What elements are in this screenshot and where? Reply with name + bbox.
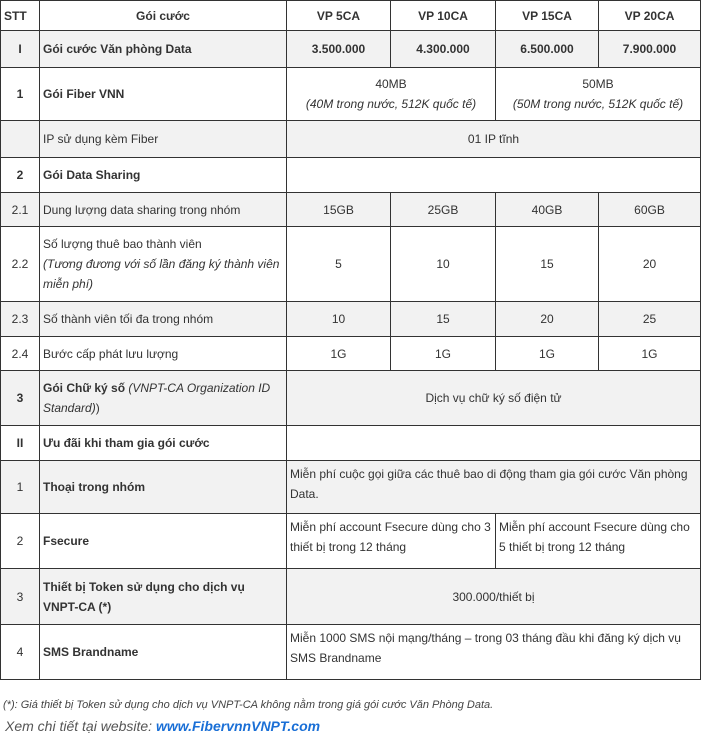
value-cell: 10 (287, 302, 391, 337)
row-label: Thiết bị Token sử dụng cho dịch vụ VNPT-CA (*) (40, 569, 287, 625)
header-vp5ca: VP 5CA (287, 1, 391, 31)
price-cell: 7.900.000 (599, 31, 701, 68)
row-stt (1, 121, 40, 158)
header-vp20ca: VP 20CA (599, 1, 701, 31)
value-cell: Miễn phí account Fsecure dùng cho 5 thiết bị trong 12 tháng (496, 514, 701, 569)
fiber-speed: 50MB (582, 77, 614, 91)
row-sublabel: (VNPT-CA Organization ID Standard) (43, 381, 271, 415)
value-cell: Miễn 1000 SMS nội mạng/tháng – trong 03 tháng đầu khi đăng ký dịch vụ SMS Brandname (287, 625, 701, 680)
value-cell: 20 (496, 302, 599, 337)
value-cell: 40GB (496, 193, 599, 227)
table-row (1, 461, 701, 514)
row-stt: 2.4 (1, 337, 40, 371)
value-cell: 01 IP tĩnh (287, 121, 701, 158)
empty-cell (287, 426, 701, 461)
row-label: IP sử dụng kèm Fiber (40, 121, 287, 158)
row-stt: 2.2 (1, 227, 40, 302)
see-more-label: Xem chi tiết tại website: (5, 718, 156, 734)
value-cell: 1G (391, 337, 496, 371)
row-stt: 4 (1, 625, 40, 680)
table-row (1, 337, 701, 371)
row-stt: 1 (1, 68, 40, 121)
table-row (1, 158, 701, 193)
value-cell: Miễn phí cuộc gọi giữa các thuê bao di động tham gia gói cước Văn phòng Data. (287, 461, 701, 514)
row-label: SMS Brandname (40, 625, 287, 680)
value-cell: 300.000/thiết bị (287, 569, 701, 625)
row-sublabel: (Tương đương với số lần đăng ký thành viên miễn phí) (43, 257, 280, 291)
value-cell: 20 (599, 227, 701, 302)
row-stt: I (1, 31, 40, 68)
row-stt: II (1, 426, 40, 461)
value-cell: 15 (496, 227, 599, 302)
row-label-cell (40, 371, 287, 426)
value-cell: 5 (287, 227, 391, 302)
table-row (1, 302, 701, 337)
table-row (1, 426, 701, 461)
value-cell: 25 (599, 302, 701, 337)
empty-cell (287, 158, 701, 193)
value-cell: 1G (599, 337, 701, 371)
row-label: Thoại trong nhóm (40, 461, 287, 514)
value-cell: 25GB (391, 193, 496, 227)
fiber-detail: (50M trong nước, 512K quốc tế) (512, 97, 684, 111)
row-label: Gói Data Sharing (40, 158, 287, 193)
table-row (1, 31, 701, 68)
website-link[interactable]: www.FibervnnVNPT.com (155, 718, 321, 734)
value-cell: 15GB (287, 193, 391, 227)
value-cell: Dịch vụ chữ ký số điện tử (287, 371, 701, 426)
fiber-speed-cell (496, 68, 701, 121)
table-row (1, 514, 701, 569)
fiber-speed-cell (287, 68, 496, 121)
table-row (1, 121, 701, 158)
value-cell: 15 (391, 302, 496, 337)
price-cell: 4.300.000 (391, 31, 496, 68)
row-label: Số thành viên tối đa trong nhóm (40, 302, 287, 337)
row-label: Số lượng thuê bao thành viên (43, 237, 202, 251)
see-more-line (5, 718, 320, 734)
row-stt: 2 (1, 158, 40, 193)
header-vp10ca: VP 10CA (391, 1, 496, 31)
row-stt: 2.3 (1, 302, 40, 337)
row-stt: 2 (1, 514, 40, 569)
row-stt: 3 (1, 569, 40, 625)
row-label: Gói Fiber VNN (40, 68, 287, 121)
row-label-suffix: ) (95, 401, 100, 415)
price-cell: 3.500.000 (287, 31, 391, 68)
value-cell: 1G (496, 337, 599, 371)
header-package: Gói cước (40, 1, 287, 31)
value-cell: Miễn phí account Fsecure dùng cho 3 thiết bị trong 12 tháng (287, 514, 496, 569)
price-cell: 6.500.000 (496, 31, 599, 68)
table-row (1, 193, 701, 227)
row-stt: 3 (1, 371, 40, 426)
fiber-detail: (40M trong nước, 512K quốc tế) (305, 97, 477, 111)
header-row (1, 1, 701, 31)
table-row (1, 371, 701, 426)
row-label: Ưu đãi khi tham gia gói cước (40, 426, 287, 461)
row-label: Fsecure (40, 514, 287, 569)
row-label: Gói Chữ ký số (43, 381, 126, 395)
row-stt: 1 (1, 461, 40, 514)
row-label: Bước cấp phát lưu lượng (40, 337, 287, 371)
header-stt: STT (1, 1, 40, 31)
value-cell: 60GB (599, 193, 701, 227)
row-label: Gói cước Văn phòng Data (40, 31, 287, 68)
row-label: Dung lượng data sharing trong nhóm (40, 193, 287, 227)
table-row (1, 569, 701, 625)
fiber-speed: 40MB (375, 77, 407, 91)
table-row (1, 625, 701, 680)
row-stt: 2.1 (1, 193, 40, 227)
value-cell: 1G (287, 337, 391, 371)
footnote: (*): Giá thiết bị Token sử dụng cho dịch vụ VNPT-CA không nằm trong giá gói cước Văn Phòng Data. (3, 699, 494, 711)
row-label-cell (40, 227, 287, 302)
table-row (1, 68, 701, 121)
table-row (1, 227, 701, 302)
value-cell: 10 (391, 227, 496, 302)
header-vp15ca: VP 15CA (496, 1, 599, 31)
